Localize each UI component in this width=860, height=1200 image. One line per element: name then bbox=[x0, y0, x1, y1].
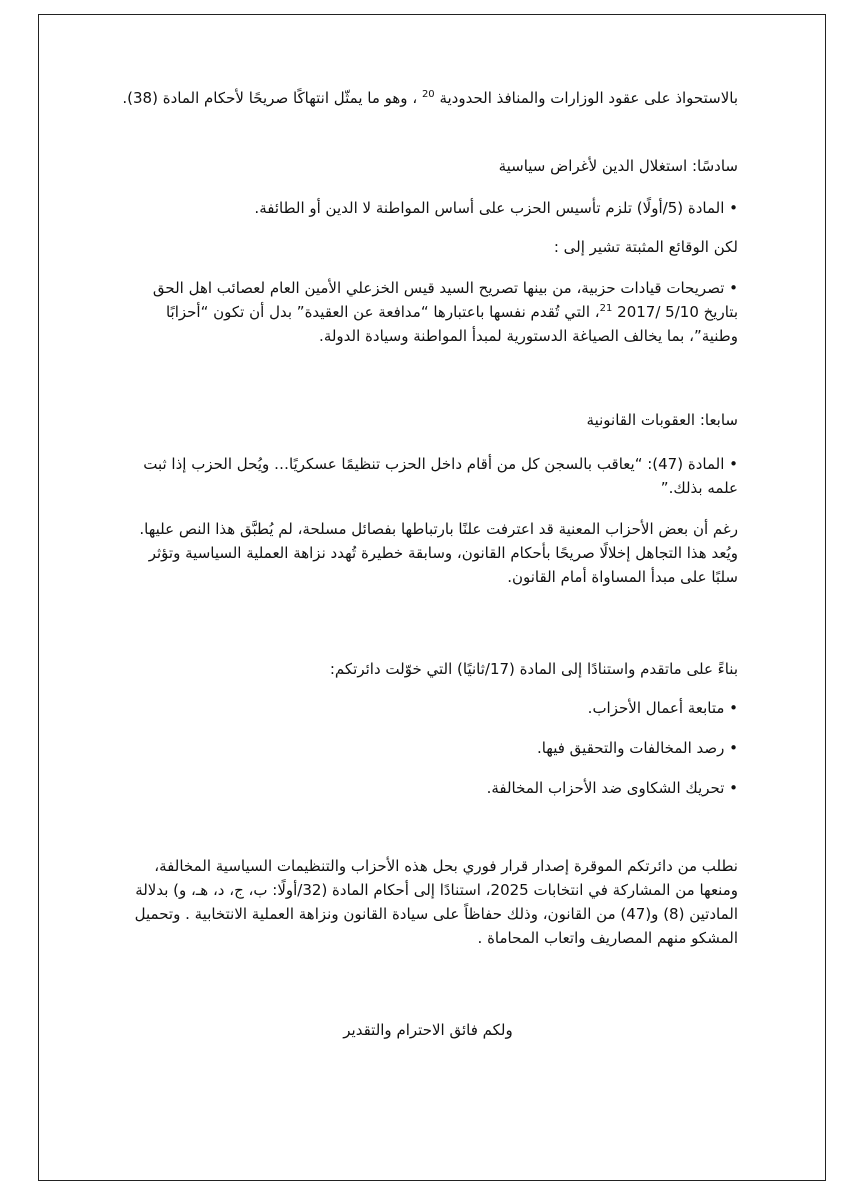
paragraph-article-38 bbox=[118, 86, 738, 110]
footnote-ref-20: 20 bbox=[421, 89, 435, 100]
evidence-intro-text: لكن الوقائع المثبتة تشير إلى : bbox=[553, 238, 738, 256]
bullet-article-47: • المادة (47): “يعاقب بالسجن كل من أقام داخل الحزب تنظيمًا عسكريًا… ويُحل الحزب إذا ثبت علمه بذلك.” bbox=[143, 455, 738, 497]
footnote-ref-21: 21 bbox=[599, 303, 613, 314]
evidence-text-after: ، التي تُقدم نفسها باعتبارها “مدافعة عن العقيدة” بدل أن تكون “أحزابًا وطنية”، بما يخالف الصياغة الدستورية لمبدأ المواطنة وسيادة الدولة. bbox=[165, 303, 738, 345]
request-text: نطلب من دائرتكم الموقرة إصدار قرار فوري بحل هذه الأحزاب والتنظيمات السياسية المخالفة، ومنعها من المشاركة في انتخابات 2025، استنادًا إلى أحكام المادة (32/أولًا: ب، ج، د، هـ، و) بدلالة المادتين (8) و(47) من القانون، وذلك حفاظاً على سيادة القانون ونزاهة العملية الانتخابية . وتحميل المشكو منهم المصاريف واتعاب المحاماة . bbox=[134, 857, 738, 947]
bullet-article-5: • المادة (5/أولًا) تلزم تأسيس الحزب على أساس المواطنة لا الدين أو الطائفة. bbox=[254, 199, 738, 217]
list-item: • تحريك الشكاوى ضد الأحزاب المخالفة. bbox=[486, 779, 738, 797]
section-6-bullet bbox=[118, 196, 738, 220]
paragraph-request bbox=[118, 854, 738, 950]
paragraph-despite bbox=[118, 517, 738, 589]
heading-religion-exploitation: سادسًا: استغلال الدين لأغراض سياسية bbox=[498, 157, 738, 175]
p1-text-after: ، وهو ما يمثّل انتهاكًا صريحًا لأحكام المادة (38). bbox=[122, 89, 422, 107]
evidence-bullet bbox=[118, 276, 738, 348]
closing-text: ولكم فائق الاحترام والتقدير bbox=[343, 1021, 513, 1039]
despite-text: رغم أن بعض الأحزاب المعنية قد اعترفت علنًا بارتباطها بفصائل مسلحة، لم يُطبَّق هذا النص عليها. ويُعد هذا التجاهل إخلالًا صريحًا بأحكام القانون، وسابقة خطيرة تُهدد نزاهة العملية السياسية وتؤثر سلبًا على مبدأ المساواة أمام القانون. bbox=[139, 520, 738, 586]
heading-legal-penalties: سابعا: العقوبات القانونية bbox=[586, 411, 738, 429]
page-border bbox=[38, 14, 826, 1181]
basis-item-1 bbox=[118, 696, 738, 720]
section-7-bullet bbox=[118, 452, 738, 500]
basis-intro bbox=[118, 657, 738, 681]
basis-item-2 bbox=[118, 736, 738, 760]
section-7-heading bbox=[118, 408, 738, 432]
evidence-intro bbox=[118, 235, 738, 259]
closing bbox=[118, 1018, 738, 1042]
basis-intro-text: بناءً على ماتقدم واستنادًا إلى المادة (17/ثانيًا) التي خوّلت دائرتكم: bbox=[329, 660, 738, 678]
section-6-heading bbox=[118, 154, 738, 178]
basis-item-3 bbox=[118, 776, 738, 800]
evidence-text-before: • تصريحات قيادات حزبية، من بينها تصريح السيد قيس الخزعلي الأمين العام لعصائب اهل الحق بتاريخ 5/10 /2017 bbox=[152, 279, 738, 321]
p1-text-before: بالاستحواذ على عقود الوزارات والمنافذ الحدودية bbox=[434, 89, 738, 107]
list-item: • رصد المخالفات والتحقيق فيها. bbox=[536, 739, 738, 757]
list-item: • متابعة أعمال الأحزاب. bbox=[587, 699, 738, 717]
